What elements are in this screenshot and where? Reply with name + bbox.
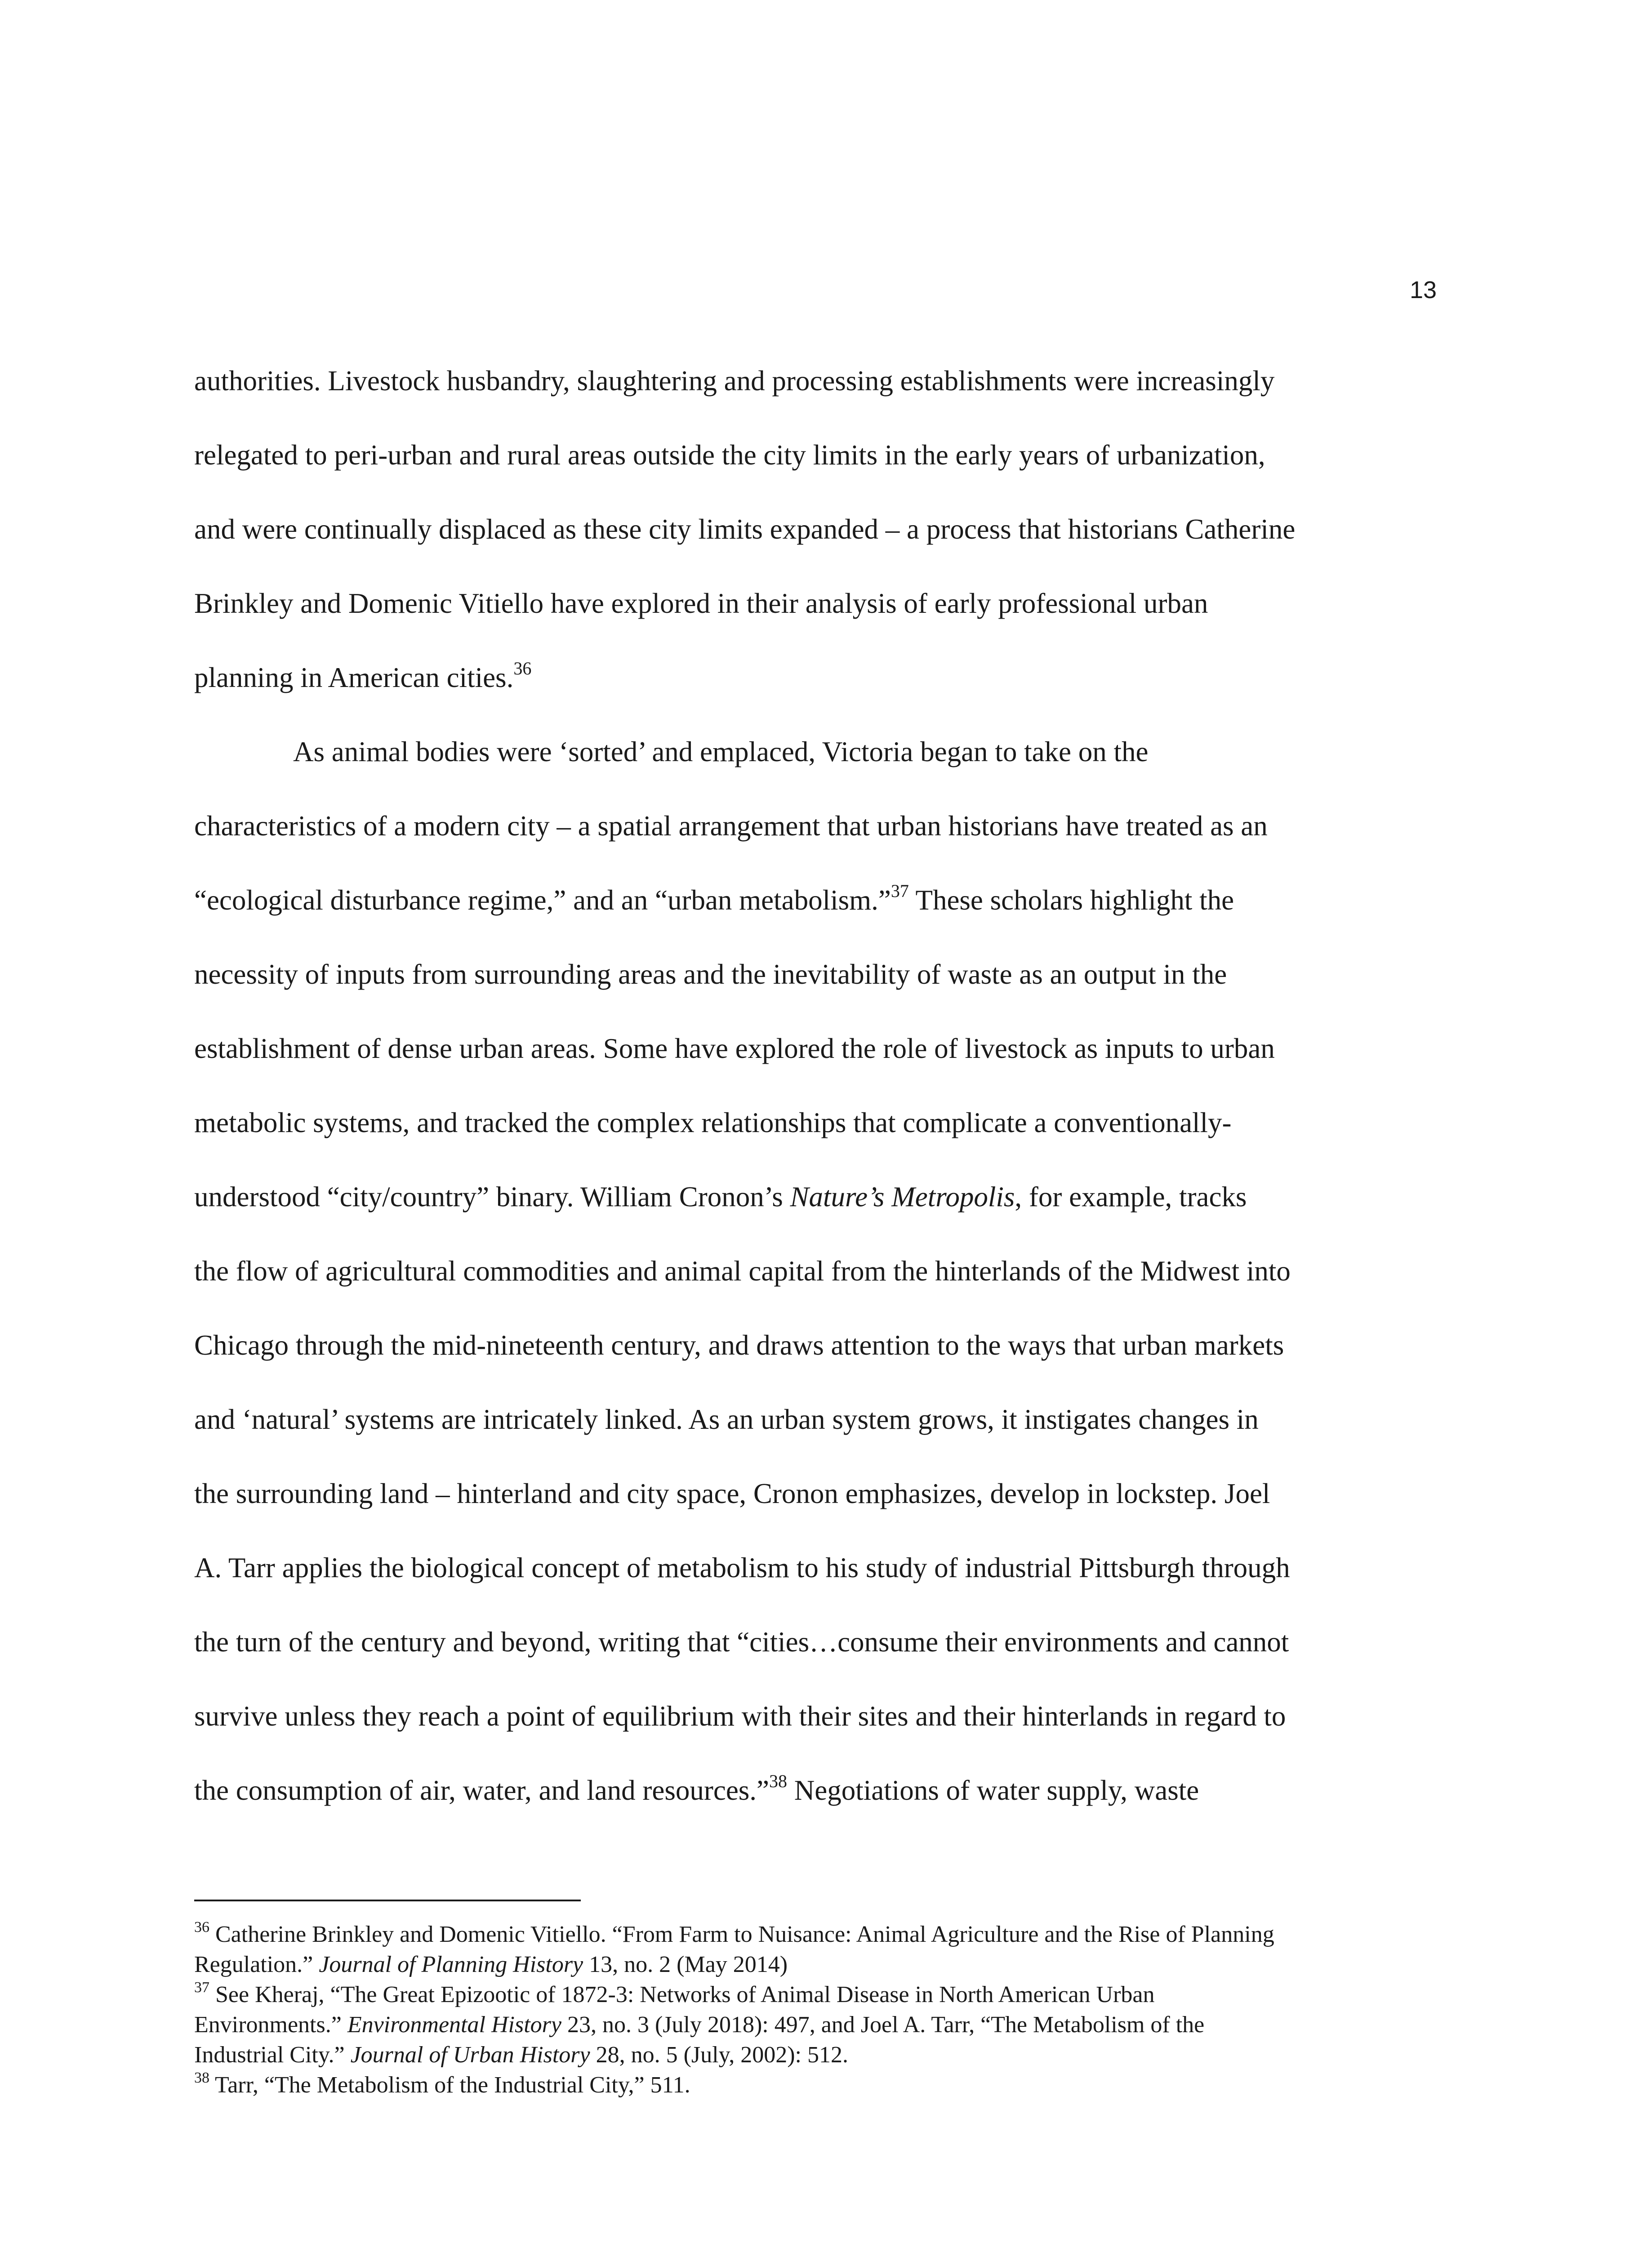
body-line [194, 513, 1457, 587]
footnote-marker: 36 [194, 1918, 209, 1936]
body-line [194, 1032, 1457, 1106]
body-line-text: understood “city/country” binary. William Cronon’s [194, 1181, 790, 1213]
body-line [194, 883, 1457, 958]
body-line-text: establishment of dense urban areas. Some have explored the role of livestock as inputs to urban [194, 1033, 1275, 1064]
footnote-line [194, 1918, 1457, 1951]
body-line-text: Brinkley and Domenic Vitiello have explored in their analysis of early professional urban [194, 588, 1208, 619]
footnote-text: Industrial City.” [194, 2042, 351, 2068]
body-line [194, 364, 1457, 438]
body-line [194, 735, 1457, 809]
body-line-text: “ecological disturbance regime,” and an “urban metabolism.” [194, 884, 891, 916]
footnote-text: Catherine Brinkley and Domenic Vitiello. “From Farm to Nuisance: Animal Agriculture and the Rise of Planning [209, 1922, 1274, 1947]
footnote-line [194, 1981, 1457, 2011]
body-line [194, 1625, 1457, 1699]
body-line-text: authorities. Livestock husbandry, slaughtering and processing establishments were increasingly [194, 365, 1275, 397]
body-line-text: These scholars highlight the [908, 884, 1234, 916]
body-line [194, 587, 1457, 661]
body-line [194, 1771, 1457, 1848]
body-line-text: As animal bodies were ‘sorted’ and emplaced, Victoria began to take on the [293, 736, 1149, 767]
body-line-text: relegated to peri-urban and rural areas outside the city limits in the early years of urbanization, [194, 439, 1265, 471]
body-line-text: the turn of the century and beyond, writing that “cities…consume their environments and cannot [194, 1626, 1289, 1658]
body-line [194, 1403, 1457, 1477]
body-line-text: Chicago through the mid-nineteenth century, and draws attention to the ways that urban markets [194, 1329, 1284, 1361]
footnote-line [194, 2071, 1457, 2101]
body-line [194, 1106, 1457, 1180]
body-line [194, 1254, 1457, 1329]
body-line [194, 1180, 1457, 1254]
body-line-text: the flow of agricultural commodities and animal capital from the hinterlands of the Midwest into [194, 1255, 1291, 1287]
journal-title: Journal of Planning History [319, 1952, 583, 1977]
book-title: Nature’s Metropolis [790, 1181, 1015, 1213]
body-line-text: metabolic systems, and tracked the complex relationships that complicate a conventionally- [194, 1107, 1232, 1138]
journal-title: Journal of Urban History [350, 2042, 590, 2068]
body-line-text: planning in American cities. [194, 662, 514, 693]
footnote-text: See Kheraj, “The Great Epizootic of 1872-3: Networks of Animal Disease in North American Urban [209, 1982, 1155, 2007]
footnote-text: 28, no. 5 (July, 2002): 512. [590, 2042, 848, 2068]
body-line-text: the surrounding land – hinterland and city space, Cronon emphasizes, develop in lockstep. Joel [194, 1478, 1270, 1509]
footnote-text: 13, no. 2 (May 2014) [583, 1952, 788, 1977]
body-line [194, 1699, 1457, 1774]
body-line-text: and ‘natural’ systems are intricately linked. As an urban system grows, it instigates changes in [194, 1404, 1259, 1435]
footnote-text: Environments.” [194, 2012, 347, 2038]
body-line-text: survive unless they reach a point of equilibrium with their sites and their hinterlands in regard to [194, 1700, 1286, 1732]
page-number: 13 [1410, 277, 1437, 303]
footnote-marker: 38 [194, 2069, 209, 2086]
body-line-text: characteristics of a modern city – a spatial arrangement that urban historians have treated as an [194, 810, 1268, 842]
body-text [194, 364, 1457, 1848]
body-line [194, 1477, 1457, 1551]
body-line-text: the consumption of air, water, and land resources.” [194, 1775, 770, 1806]
footnote-text: Regulation.” [194, 1952, 319, 1977]
footnote-marker: 37 [194, 1979, 209, 1996]
footnote-separator [194, 1900, 581, 1901]
body-line-text: , for example, tracks [1015, 1181, 1247, 1213]
body-line-text: and were continually displaced as these city limits expanded – a process that historians Catherine [194, 513, 1296, 545]
footnotes [194, 1918, 1457, 2101]
body-line-text: A. Tarr applies the biological concept of metabolism to his study of industrial Pittsburgh through [194, 1552, 1290, 1583]
body-line [194, 1551, 1457, 1625]
footnote-text: Tarr, “The Metabolism of the Industrial City,” 511. [209, 2072, 690, 2098]
footnote-ref-36[interactable]: 36 [513, 658, 532, 678]
footnote-line [194, 1951, 1457, 1981]
body-line [194, 438, 1457, 513]
body-line [194, 1329, 1457, 1403]
journal-title: Environmental History [347, 2012, 561, 2038]
body-line-text: Negotiations of water supply, waste [787, 1775, 1199, 1806]
footnote-line [194, 2041, 1457, 2071]
footnote-line [194, 2011, 1457, 2041]
footnote-text: 23, no. 3 (July 2018): 497, and Joel A. Tarr, “The Metabolism of the [561, 2012, 1205, 2038]
footnote-ref-38[interactable]: 38 [769, 1771, 788, 1791]
body-line [194, 809, 1457, 883]
body-line [194, 658, 1457, 735]
footnote-ref-37[interactable]: 37 [891, 881, 909, 901]
body-line [194, 958, 1457, 1032]
body-line-text: necessity of inputs from surrounding areas and the inevitability of waste as an output in the [194, 959, 1227, 990]
